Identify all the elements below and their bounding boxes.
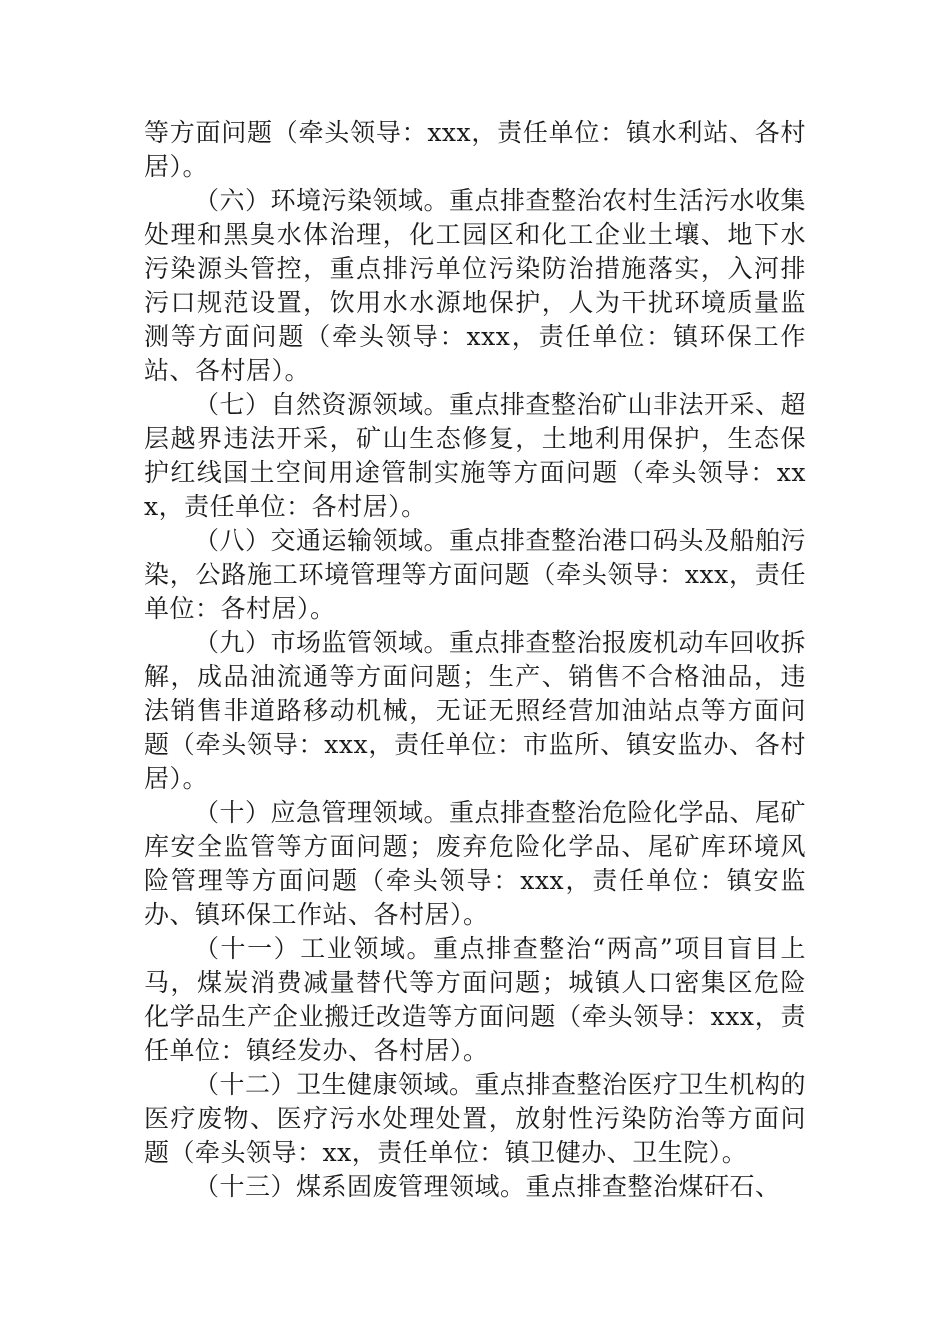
paragraph-transportation: （八）交通运输领域。重点排查整治港口码头及船舶污染，公路施工环境管理等方面问题（牵头领导：xxx，责任单位：各村居）。 xyxy=(144,526,807,623)
document-body xyxy=(144,116,806,1204)
paragraph-market-supervision: （九）市场监管领域。重点排查整治报废机动车回收拆解，成品油流通等方面问题；生产、销售不合格油品，违法销售非道路移动机械，无证无照经营加油站点等方面问题（牵头领导：xxx，责任单位：市监所、镇安监办、各村居）。 xyxy=(144,628,807,793)
paragraph-coal-waste: （十三）煤系固废管理领域。重点排查整治煤矸石、 xyxy=(194,1172,781,1201)
paragraph-natural-resources: （七）自然资源领域。重点排查整治矿山非法开采、超层越界违法开采，矿山生态修复，土地利用保护，生态保护红线国土空间用途管制实施等方面问题（牵头领导：xxx，责任单位：各村居）。 xyxy=(144,390,807,521)
paragraph-emergency-management: （十）应急管理领域。重点排查整治危险化学品、尾矿库安全监管等方面问题；废弃危险化学品、尾矿库环境风险管理等方面问题（牵头领导：xxx，责任单位：镇安监办、镇环保工作站、各村居）。 xyxy=(144,798,807,929)
paragraph-environment-pollution: （六）环境污染领域。重点排查整治农村生活污水收集处理和黑臭水体治理，化工园区和化工企业土壤、地下水污染源头管控，重点排污单位污染防治措施落实，入河排污口规范设置，饮用水水源地保护，人为干扰环境质量监测等方面问题（牵头领导：xxx，责任单位：镇环保工作站、各村居）。 xyxy=(144,186,807,385)
paragraph-continuation: 等方面问题（牵头领导：xxx，责任单位：镇水利站、各村居）。 xyxy=(144,118,806,181)
paragraph-health: （十二）卫生健康领域。重点排查整治医疗卫生机构的医疗废物、医疗污水处理处置，放射性污染防治等方面问题（牵头领导：xx，责任单位：镇卫健办、卫生院）。 xyxy=(144,1070,807,1167)
paragraph-industry: （十一）工业领域。重点排查整治“两高”项目盲目上马，煤炭消费减量替代等方面问题；城镇人口密集区危险化学品生产企业搬迁改造等方面问题（牵头领导：xxx，责任单位：镇经发办、各村居）。 xyxy=(144,934,806,1065)
